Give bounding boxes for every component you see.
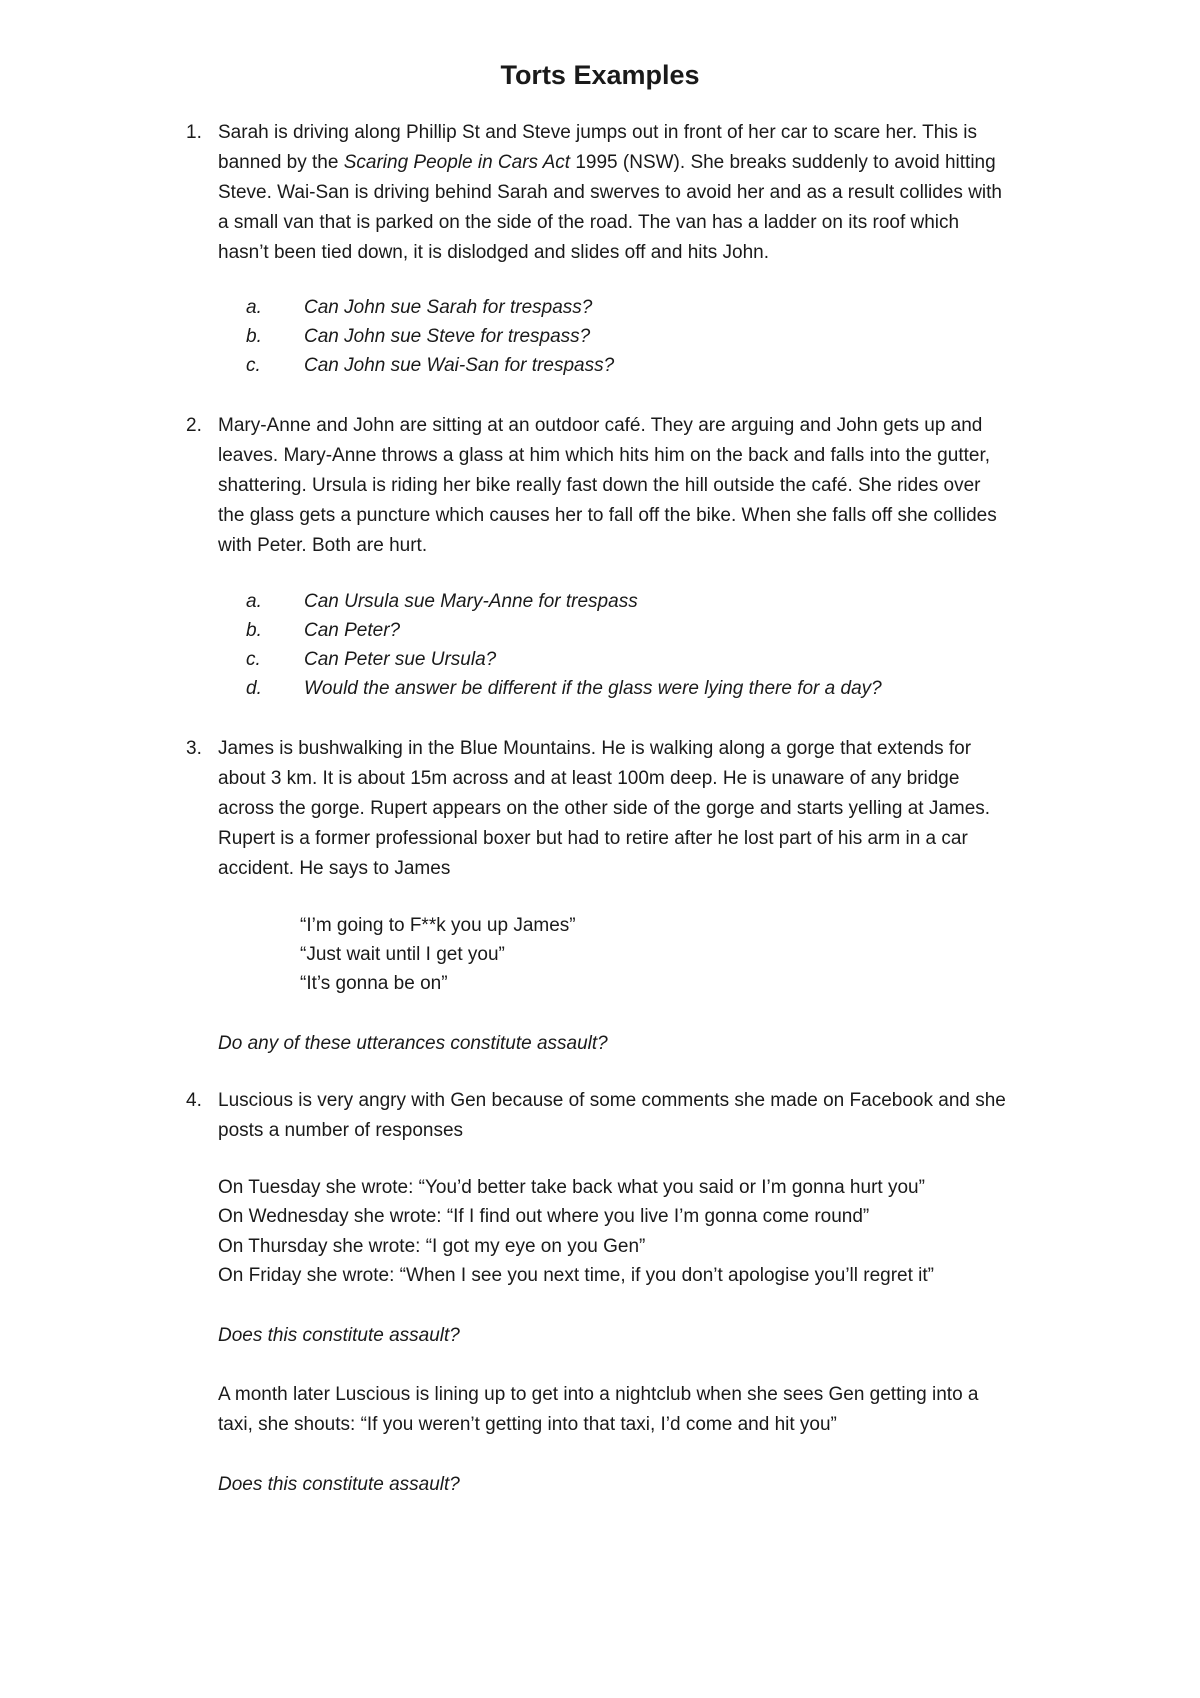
text-line: across the gorge. Rupert appears on the other side of the gorge and starts yelling at James. — [218, 798, 991, 819]
question-text — [218, 1086, 1066, 1146]
post-line: On Friday she wrote: “When I see you next time, if you don’t apologise you’ll regret it” — [218, 1265, 934, 1286]
subquestion — [218, 645, 1058, 674]
text-line: a small van that is parked on the side of the road. The van has a ladder on its roof which — [218, 212, 960, 233]
subquestion-text: Would the answer be different if the glass were lying there for a day? — [304, 678, 882, 699]
subquestion-text: Can John sue Wai-San for trespass? — [304, 355, 615, 376]
question-prompt: Do any of these utterances constitute assault? — [218, 1033, 608, 1054]
subquestion-letter: b. — [246, 620, 262, 641]
text-line: accident. He says to James — [218, 858, 451, 879]
quote-line: “I’m going to F**k you up James” — [300, 915, 576, 936]
subquestion-letter: a. — [246, 591, 262, 612]
question-prompt: Does this constitute assault? — [218, 1325, 460, 1346]
subquestion — [218, 322, 1058, 351]
subquestion-letter: d. — [246, 678, 262, 699]
subquestion-text: Can Ursula sue Mary-Anne for trespass — [304, 591, 638, 612]
text-line: about 3 km. It is about 15m across and at least 100m deep. He is unaware of any bridge — [218, 768, 960, 789]
text-line: Mary-Anne and John are sitting at an outdoor café. They are arguing and John gets up and — [218, 415, 983, 436]
text-line: Rupert is a former professional boxer but had to retire after he lost part of his arm in a car — [218, 828, 968, 849]
subquestion — [218, 674, 1058, 703]
question-text — [218, 734, 1066, 884]
text-line: taxi, she shouts: “If you weren’t getting into that taxi, I’d come and hit you” — [218, 1414, 837, 1435]
question-text — [218, 411, 1066, 561]
text-line: leaves. Mary-Anne throws a glass at him which hits him on the back and falls into the gutter, — [218, 445, 990, 466]
subquestion-letter: c. — [246, 355, 261, 376]
text-line: A month later Luscious is lining up to get into a nightclub when she sees Gen getting into a — [218, 1384, 979, 1405]
subquestion — [218, 351, 1058, 380]
page-title: Torts Examples — [500, 60, 700, 90]
act-title: Scaring People in Cars Act — [343, 152, 571, 173]
text-line: posts a number of responses — [218, 1120, 464, 1141]
text-run: banned by the — [218, 152, 344, 173]
text-line: with Peter. Both are hurt. — [218, 535, 428, 556]
text-line: the glass gets a puncture which causes her to fall off the bike. When she falls off she collides — [218, 505, 997, 526]
text-line: Sarah is driving along Phillip St and Steve jumps out in front of her car to scare her. This is — [218, 122, 977, 143]
subquestion — [218, 293, 1058, 322]
question-number: 1. — [186, 122, 202, 143]
question-prompt: Does this constitute assault? — [218, 1474, 460, 1495]
subquestion-text: Can John sue Sarah for trespass? — [304, 297, 593, 318]
text-line: James is bushwalking in the Blue Mountains. He is walking along a gorge that extends for — [218, 738, 972, 759]
question-number: 4. — [186, 1090, 202, 1111]
subquestion-text: Can John sue Steve for trespass? — [304, 326, 591, 347]
subquestion — [218, 616, 1058, 645]
text-run: 1995 (NSW). She breaks suddenly to avoid hitting — [570, 152, 996, 173]
text-line: Luscious is very angry with Gen because of some comments she made on Facebook and she — [218, 1090, 1006, 1111]
post-line: On Tuesday she wrote: “You’d better take back what you said or I’m gonna hurt you” — [218, 1177, 925, 1198]
text-line: hasn’t been tied down, it is dislodged and slides off and hits John. — [218, 242, 770, 263]
text-line: Steve. Wai-San is driving behind Sarah and swerves to avoid her and as a result collides with — [218, 182, 1002, 203]
subquestion-letter: b. — [246, 326, 262, 347]
quote-line: “Just wait until I get you” — [300, 944, 505, 965]
post-line: On Wednesday she wrote: “If I find out where you live I’m gonna come round” — [218, 1206, 870, 1227]
subquestion-text: Can Peter? — [304, 620, 401, 641]
subquestion — [218, 587, 1058, 616]
question-text — [218, 118, 1066, 268]
text-line: shattering. Ursula is riding her bike really fast down the hill outside the café. She rides over — [218, 475, 981, 496]
question-number: 2. — [186, 415, 202, 436]
subquestion-letter: a. — [246, 297, 262, 318]
question-number: 3. — [186, 738, 202, 759]
post-line: On Thursday she wrote: “I got my eye on you Gen” — [218, 1236, 646, 1257]
subquestion-letter: c. — [246, 649, 261, 670]
subquestion-text: Can Peter sue Ursula? — [304, 649, 497, 670]
quote-line: “It’s gonna be on” — [300, 973, 448, 994]
text-line — [218, 148, 1066, 178]
